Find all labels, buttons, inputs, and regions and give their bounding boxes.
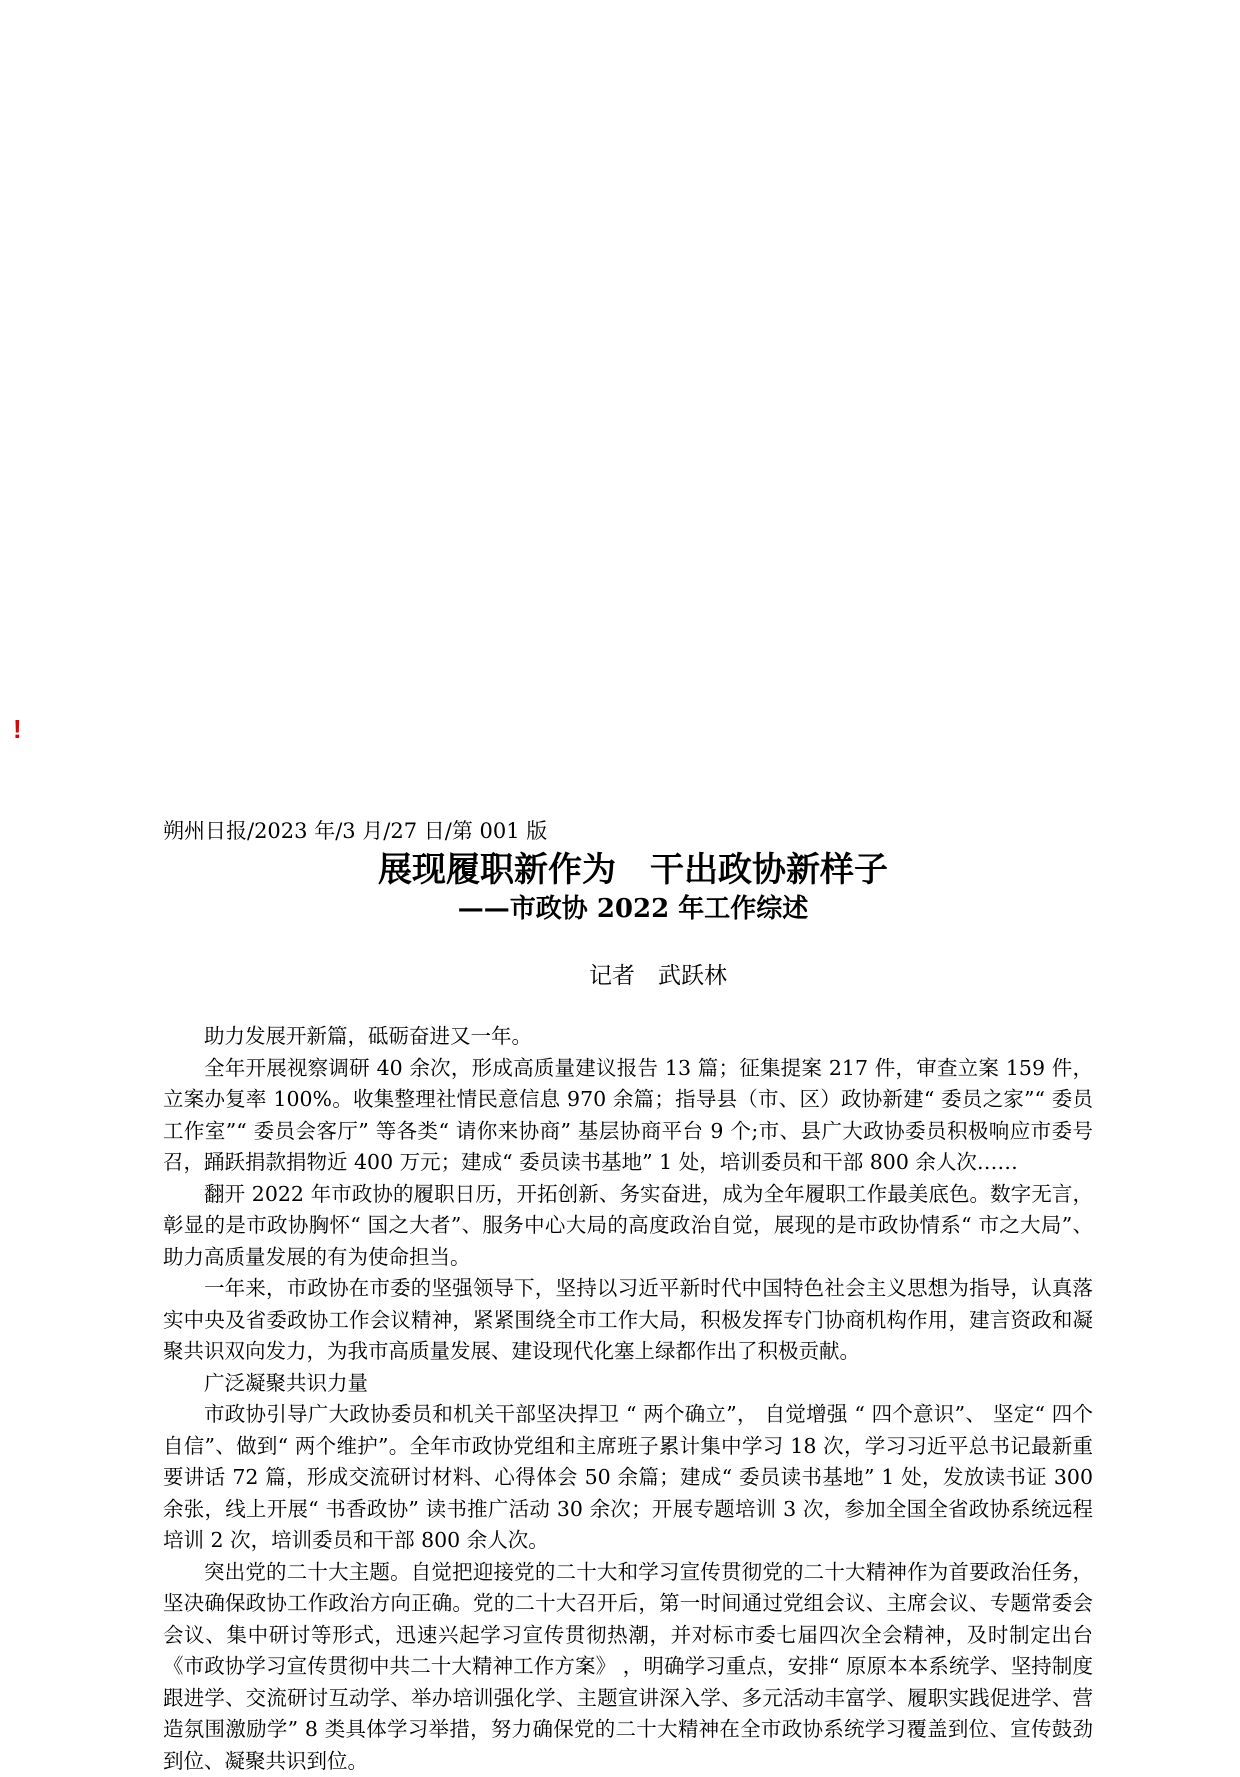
paragraph: 助力发展开新篇，砥砺奋进又一年。 (163, 1021, 1093, 1053)
article (163, 816, 1093, 1777)
margin-exclamation-mark: ! (13, 714, 22, 745)
section-heading: 广泛凝聚共识力量 (163, 1368, 1093, 1400)
paragraph: 市政协引导广大政协委员和机关干部坚决捍卫 “ 两个确立”， 自觉增强 “ 四个意识”、 坚定“ 四个自信”、做到“ 两个维护”。全年市政协党组和主席班子累计集中学习 18 次，学习习近平总书记最新重要讲话 72 篇，形成交流研讨材料、心得体会 50 余篇；建成“ 委员读书基地” 1 处，发放读书证 300 余张，线上开展“ 书香政协” 读书推广活动 30 余次；开展专题培训 3 次，参加全国全省政协系统远程培训 2 次，培训委员和干部 800 余人次。 (163, 1399, 1093, 1557)
paragraph: 突出党的二十大主题。自觉把迎接党的二十大和学习宣传贯彻党的二十大精神作为首要政治任务，坚决确保政协工作政治方向正确。党的二十大召开后，第一时间通过党组会议、主席会议、专题常委会会议、集中研讨等形式，迅速兴起学习宣传贯彻热潮，并对标市委七届四次全会精神，及时制定出台《市政协学习宣传贯彻中共二十大精神工作方案》 ，明确学习重点，安排“ 原原本本系统学、坚持制度跟进学、交流研讨互动学、举办培训强化学、主题宣讲深入学、多元活动丰富学、履职实践促进学、营造氛围激励学” 8 类具体学习举措，努力确保党的二十大精神在全市政协系统学习覆盖到位、宣传鼓劲到位、凝聚共识到位。 (163, 1557, 1093, 1777)
paragraph: 翻开 2022 年市政协的履职日历，开拓创新、务实奋进，成为全年履职工作最美底色。数字无言，彰显的是市政协胸怀“ 国之大者”、服务中心大局的高度政治自觉，展现的是市政协情系“ 市之大局”、助力高质量发展的有为使命担当。 (163, 1179, 1093, 1274)
article-title: 展现履职新作为 干出政协新样子 (163, 850, 1093, 890)
article-subtitle: ——市政协 2022 年工作综述 (163, 892, 1093, 926)
byline: 记者 武跃林 (163, 960, 1093, 992)
paragraph: 全年开展视察调研 40 余次，形成高质量建议报告 13 篇；征集提案 217 件，审查立案 159 件，立案办复率 100%。收集整理社情民意信息 970 余篇；指导县（市、区）政协新建“ 委员之家”“ 委员工作室”“ 委员会客厅” 等各类“ 请你来协商” 基层协商平台 9 个;市、县广大政协委员积极响应市委号召，踊跃捐款捐物近 400 万元；建成“ 委员读书基地” 1 处，培训委员和干部 800 余人次…… (163, 1053, 1093, 1179)
source-line: 朔州日报/2023 年/3 月/27 日/第 001 版 (163, 816, 1093, 846)
article-body (163, 1021, 1093, 1777)
paragraph: 一年来，市政协在市委的坚强领导下，坚持以习近平新时代中国特色社会主义思想为指导，认真落实中央及省委政协工作会议精神，紧紧围绕全市工作大局，积极发挥专门协商机构作用，建言资政和凝聚共识双向发力，为我市高质量发展、建设现代化塞上绿都作出了积极贡献。 (163, 1273, 1093, 1368)
